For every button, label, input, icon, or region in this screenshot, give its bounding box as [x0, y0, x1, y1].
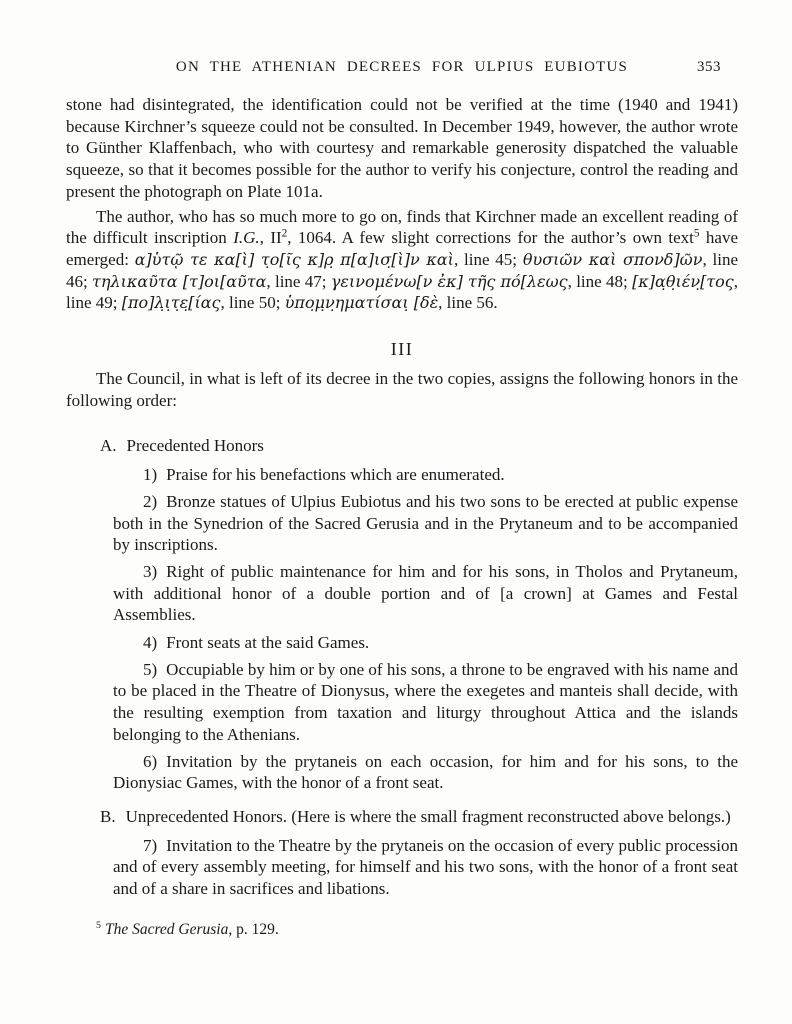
honor-item-4	[66, 632, 738, 654]
text-segment-greek: θυσιῶν καὶ σπονδ]ῶν	[522, 249, 703, 269]
honor-item-3	[66, 561, 738, 626]
item-text: Praise for his benefactions which are enumerated.	[166, 465, 505, 485]
section-b-heading	[100, 806, 738, 828]
text-segment-plain: , line 45;	[453, 249, 523, 269]
text-segment-plain: , line 47;	[266, 271, 331, 291]
item-text: Occupiable by him or by one of his sons, a throne to be engraved with his name and to be placed in the Theatre of Dionysus, where the exegetes and manteis shall decide, with the resulting exemption from taxation and liturgy throughout Attica and the islands belonging to the Athenians.	[113, 659, 738, 744]
running-header	[66, 57, 738, 77]
item-text: Front seats at the said Games.	[166, 633, 370, 653]
text-segment-plain: The author, who has so much more to go on, finds that Kirchner made an excellent reading of the difficult inscription	[66, 206, 738, 248]
text-segment-plain: , II	[259, 228, 282, 248]
text-segment-italic: The Sacred Gerusia	[104, 920, 229, 938]
item-text: Right of public maintenance for him and for his sons, in Tholos and Prytaneum, with additional honor of a double portion and of [a crown] at Games and Festal Assemblies.	[113, 561, 738, 625]
corrections-paragraph	[66, 206, 738, 315]
item-number: 6)	[143, 751, 158, 771]
honor-item-6	[66, 751, 738, 794]
section-b-label: B.	[100, 806, 116, 826]
section-a-label: A.	[100, 436, 117, 456]
text-segment-plain: , line 49;	[66, 271, 738, 313]
item-text: Invitation by the prytaneis on each occasion, for him and for his sons, to the Dionysiac Games, with the honor of a front seat.	[113, 751, 738, 793]
text-segment-italic: I.G.	[233, 228, 260, 248]
footnote-marker: 5	[96, 919, 101, 931]
page-number: 353	[697, 59, 721, 75]
item-number: 5)	[143, 659, 158, 679]
item-text: Invitation to the Theatre by the prytaneis on the occasion of every public procession and of every assembly meeting, for himself and his two sons, with the honor of a front seat and of a share in sacrifices and libations.	[113, 835, 738, 899]
opening-paragraph: stone had disintegrated, the identification could not be verified at the time (1940 and 1941) because Kirchner’s squeeze could not be consulted. In December 1949, however, the author wrote to Günther Klaffenbach, who with courtesy and remarkable generosity dispatched the valuable squeeze, so that it becomes possible for the author to verify his conjecture, control the reading and present the photograph on Plate 101a.	[66, 95, 738, 201]
intro-paragraph: The Council, in what is left of its decree in the two copies, assigns the following honors in the following order:	[66, 369, 738, 410]
section-a-title: Precedented Honors	[126, 436, 264, 456]
text-segment-greek: [πο]λ̣ι̣τ̣ε̣[ίας	[121, 293, 221, 313]
item-number: 2)	[143, 491, 158, 511]
footnote-text	[105, 921, 279, 938]
text-segment-greek: α]ὑτῷ τε κα[ὶ] τ̣ο[ῖς κ]ρ̣ π[α]ισ̣[ὶ]ν καὶ	[134, 249, 454, 269]
text-segment-greek: [κ]α̣θ̣ιέν̣[τος	[632, 271, 734, 291]
text-segment-sup: 2	[281, 227, 288, 240]
honor-item-7	[66, 835, 738, 900]
text-segment-plain: , line 50;	[220, 293, 285, 313]
text-segment-plain: have emerged:	[66, 228, 739, 269]
text-segment-greek: γεινομένω[ν ἐκ] τῆς πό[λεως	[330, 271, 568, 291]
text-segment-plain: , line 48;	[567, 271, 633, 291]
footnote	[96, 920, 738, 939]
section-a-heading	[100, 435, 738, 457]
section-b-title: Unprecedented Honors. (Here is where the small fragment reconstructed above belongs.)	[125, 806, 731, 826]
section-number-heading: III	[390, 339, 414, 360]
honor-item-2	[66, 491, 738, 556]
text-segment-plain: , line 56.	[438, 293, 498, 313]
honor-item-1	[66, 464, 738, 486]
item-text: Bronze statues of Ulpius Eubiotus and his two sons to be erected at public expense both in the Synedrion of the Sacred Gerusia and in the Prytaneum and to be accompanied by inscriptions.	[113, 491, 738, 555]
text-block	[66, 57, 738, 939]
item-number: 3)	[143, 561, 158, 581]
text-segment-greek: ὑπο̣μ̣ν̣ηματίσαι̣ [δὲ	[284, 293, 439, 313]
text-segment-plain: , line 46;	[66, 249, 739, 291]
text-segment-plain: , 1064. A few slight corrections for the author’s own text	[287, 228, 694, 248]
item-number: 4)	[143, 633, 158, 653]
text-segment-greek: τηλικαῦτα [τ]οι[αῦτα	[92, 271, 267, 291]
text-segment-plain: , p. 129.	[228, 920, 279, 938]
text-segment-sup: 5	[693, 227, 700, 240]
running-head-title: ON THE ATHENIAN DECREES FOR ULPIUS EUBIOTUS	[175, 59, 629, 75]
item-number: 1)	[143, 465, 158, 485]
honor-item-5	[66, 659, 738, 746]
item-number: 7)	[143, 835, 158, 855]
